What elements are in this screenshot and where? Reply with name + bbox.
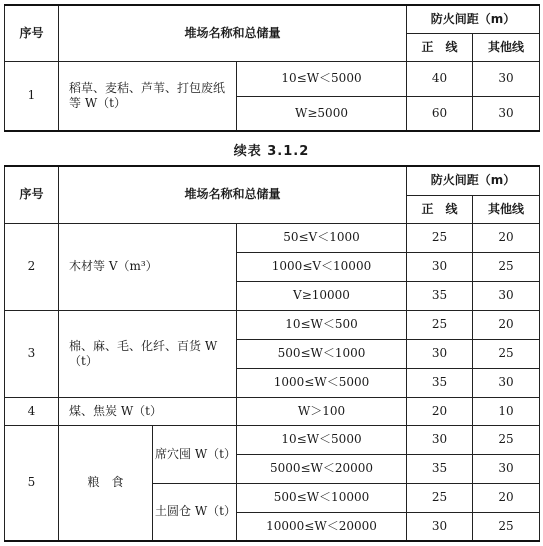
item-name: 棉、麻、毛、化纤、百货 W（t） — [59, 310, 237, 397]
header-seq: 序号 — [5, 5, 59, 61]
storage-range: 1000≤W＜5000 — [237, 368, 407, 397]
header-other-line: 其他线 — [473, 195, 540, 223]
main-line-distance: 30 — [407, 512, 473, 541]
header-distance: 防火间距（m） — [407, 5, 540, 33]
storage-range: 10≤W＜500 — [237, 310, 407, 339]
header-distance: 防火间距（m） — [407, 166, 540, 195]
other-line-distance: 30 — [473, 96, 540, 131]
main-line-distance: 30 — [407, 252, 473, 281]
other-line-distance: 25 — [473, 339, 540, 368]
storage-range: 10≤W＜5000 — [237, 61, 407, 96]
other-line-distance: 20 — [473, 483, 540, 512]
header-main-line: 正 线 — [407, 33, 473, 61]
main-line-distance: 25 — [407, 310, 473, 339]
row-number: 1 — [5, 61, 59, 131]
main-line-distance: 30 — [407, 339, 473, 368]
storage-range: 5000≤W＜20000 — [237, 454, 407, 483]
main-line-distance: 35 — [407, 454, 473, 483]
row-number: 2 — [5, 223, 59, 310]
row-number: 5 — [5, 425, 59, 541]
row-number: 4 — [5, 397, 59, 425]
row-number: 3 — [5, 310, 59, 397]
item-name: 木材等 V（m³） — [59, 223, 237, 310]
other-line-distance: 30 — [473, 281, 540, 310]
table-row — [5, 223, 540, 252]
sub-item-name: 席穴囤 W（t） — [153, 425, 237, 483]
main-line-distance: 20 — [407, 397, 473, 425]
other-line-distance: 25 — [473, 512, 540, 541]
header-name: 堆场名称和总储量 — [59, 5, 407, 61]
other-line-distance: 30 — [473, 454, 540, 483]
table-row — [5, 61, 540, 96]
other-line-distance: 10 — [473, 397, 540, 425]
main-line-distance: 35 — [407, 281, 473, 310]
item-name: 粮 食 — [59, 425, 153, 541]
other-line-distance: 25 — [473, 252, 540, 281]
fire-distance-table-2 — [4, 165, 540, 542]
table-row — [5, 310, 540, 339]
main-line-distance: 40 — [407, 61, 473, 96]
table-row — [5, 397, 540, 425]
other-line-distance: 25 — [473, 425, 540, 454]
main-line-distance: 35 — [407, 368, 473, 397]
storage-range: 10≤W＜5000 — [237, 425, 407, 454]
other-line-distance: 30 — [473, 61, 540, 96]
header-other-line: 其他线 — [473, 33, 540, 61]
header-seq: 序号 — [5, 166, 59, 223]
storage-range: W≥5000 — [237, 96, 407, 131]
item-name: 稻草、麦秸、芦苇、打包废纸等 W（t） — [59, 61, 237, 131]
sub-item-name: 土圆仓 W（t） — [153, 483, 237, 541]
table-row — [5, 425, 540, 454]
main-line-distance: 25 — [407, 483, 473, 512]
storage-range: V≥10000 — [237, 281, 407, 310]
storage-range: W＞100 — [237, 397, 407, 425]
storage-range: 1000≤V＜10000 — [237, 252, 407, 281]
storage-range: 500≤W＜1000 — [237, 339, 407, 368]
fire-distance-table-1 — [4, 4, 540, 132]
table-caption: 续表 3.1.2 — [233, 144, 310, 159]
main-line-distance: 60 — [407, 96, 473, 131]
main-line-distance: 30 — [407, 425, 473, 454]
other-line-distance: 20 — [473, 310, 540, 339]
storage-range: 50≤V＜1000 — [237, 223, 407, 252]
header-main-line: 正 线 — [407, 195, 473, 223]
storage-range: 500≤W＜10000 — [237, 483, 407, 512]
header-name: 堆场名称和总储量 — [59, 166, 407, 223]
other-line-distance: 20 — [473, 223, 540, 252]
storage-range: 10000≤W＜20000 — [237, 512, 407, 541]
main-line-distance: 25 — [407, 223, 473, 252]
item-name: 煤、焦炭 W（t） — [59, 397, 237, 425]
other-line-distance: 30 — [473, 368, 540, 397]
